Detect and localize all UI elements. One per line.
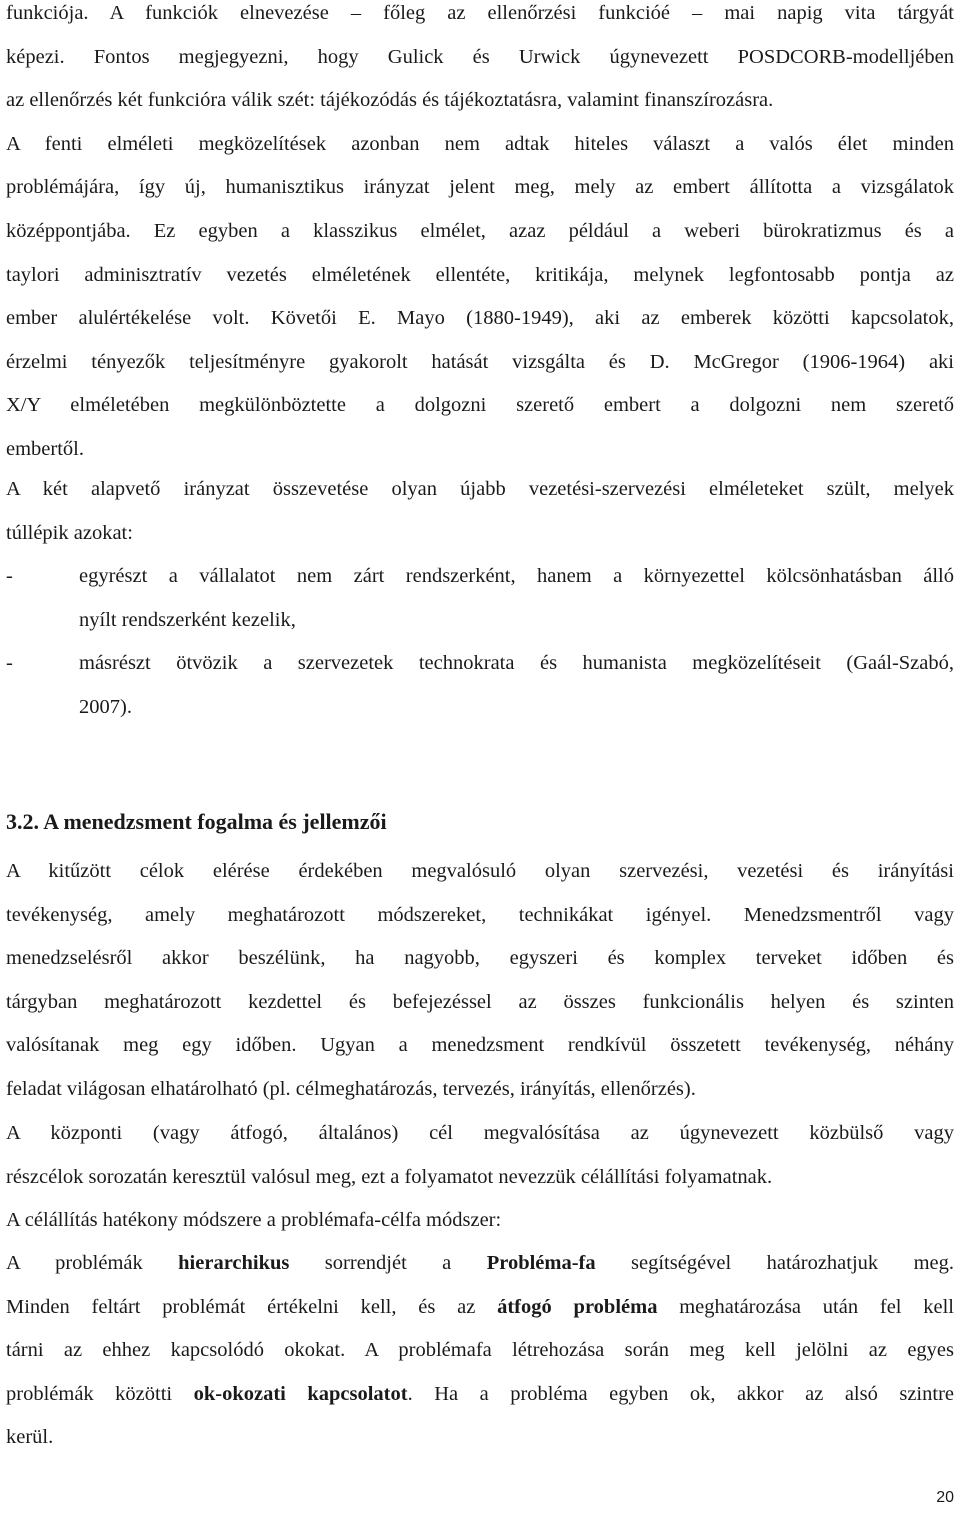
text-line [6,1242,954,1286]
bullet-list [6,555,954,729]
text-line: X/Y elméletében megkülönböztette a dolgozni szerető embert a dolgozni nem szerető [6,394,954,417]
text-line: túllépik azokat: [6,521,133,544]
paragraph-theories [6,0,954,472]
text-line: az ellenőrzés két funkcióra válik szét: tájékozódás és tájékoztatásra, valamint finanszírozásra. [6,89,774,112]
text-line: A célállítás hatékony módszere a problémafa-célfa módszer: [6,1209,502,1231]
text-line: A központi (vagy átfogó, általános) cél megvalósítása az úgynevezett közbülső vagy [6,1122,954,1144]
list-item-continuation [6,686,954,730]
text-line: tárgyban meghatározott kezdettel és befejezéssel az összes funkcionális helyen és szinten [6,990,954,1013]
bold-term: ok-okozati kapcsolatot [193,1382,408,1405]
list-item-text: egyrészt a vállalatot nem zárt rendszerként, hanem a környezettel kölcsönhatásban álló [79,565,954,587]
text-line: A két alapvető irányzat összevetése olyan újabb vezetési-szervezési elméleteket szült, melyek [6,478,954,500]
paragraph-comparison [6,468,954,555]
list-dash: - [6,565,13,587]
list-item [6,642,954,686]
text-line: ember alulértékelése volt. Követői E. Mayo (1880-1949), aki az emberek közötti kapcsolatok, [6,307,954,330]
list-item [6,555,954,599]
paragraph-problem-tree [6,1242,954,1460]
text-line: problémájára, így új, humanisztikus irányzat jelent meg, mely az embert állította a vizsgálatok [6,176,954,199]
text-line: taylori adminisztratív vezetés elméletének ellentéte, kritikája, melynek legfontosabb pontja az [6,263,954,286]
text-run: segítségével határozhatjuk meg. [595,1252,954,1274]
text-line: tevékenység, amely meghatározott módszereket, technikákat igényel. Menedzsmentről vagy [6,903,954,926]
list-item-text: 2007). [79,695,132,718]
text-line: A kitűzött célok elérése érdekében megvalósuló olyan szervezési, vezetési és irányítási [6,860,954,882]
bold-term: hierarchikus [178,1252,290,1274]
text-line: középpontjába. Ez egyben a klasszikus elmélet, azaz például a weberi bürokratizmus és a [6,219,954,242]
text-line: funkciója. A funkciók elnevezése – főleg az ellenőrzési funkcióé – mai napig vita tárgyát [6,2,954,24]
paragraph-management-definition [6,850,954,1112]
text-run: sorrendjét a [289,1252,487,1274]
text-line: valósítanak meg egy időben. Ugyan a menedzsment rendkívül összetett tevékenység, néhány [6,1034,954,1057]
text-line: menedzselésről akkor beszélünk, ha nagyobb, egyszeri és komplex terveket időben és [6,947,954,970]
text-run: A problémák [6,1252,179,1274]
text-run: . Ha a probléma egyben ok, akkor az alsó szintre [407,1382,954,1405]
paragraph-method [6,1199,954,1243]
bold-term: átfogó probléma [497,1295,658,1318]
list-dash: - [6,652,13,675]
text-run: problémák közötti [6,1382,194,1405]
text-line: részcélok sorozatán keresztül valósul meg, ezt a folyamatot nevezzük célállítási folyamatnak. [6,1165,773,1188]
bold-term: Probléma-fa [486,1252,596,1274]
text-line [6,1373,954,1417]
text-run: Minden feltárt problémát értékelni kell, és az [6,1295,498,1318]
list-item-text: nyílt rendszerként kezelik, [79,608,296,631]
text-line: kerül. [6,1426,54,1449]
section-heading: 3.2. A menedzsment fogalma és jellemzői [6,809,387,834]
text-line: feladat világosan elhatárolható (pl. célmeghatározás, tervezés, irányítás, ellenőrzés). [6,1077,696,1100]
text-line: tárni az ehhez kapcsolódó okokat. A problémafa létrehozása során meg kell jelölni az egyes [6,1339,954,1362]
paragraph-central-goal [6,1112,954,1199]
text-line: embertől. [6,437,84,460]
text-run: meghatározása után fel kell [657,1295,955,1318]
text-line: képezi. Fontos megjegyezni, hogy Gulick és Urwick úgynevezett POSDCORB-modelljében [6,45,954,68]
text-line: érzelmi tényezők teljesítményre gyakorolt hatását vizsgálta és D. McGregor (1906-1964) aki [6,350,954,373]
text-line: A fenti elméleti megközelítések azonban nem adtak hiteles választ a valós élet minden [6,132,954,155]
page-number: 20 [936,1489,954,1506]
list-item-text: másrészt ötvözik a szervezetek technokrata és humanista megközelítéseit (Gaál-Szabó, [79,652,954,675]
text-line [6,1286,954,1330]
list-item-continuation [6,599,954,643]
